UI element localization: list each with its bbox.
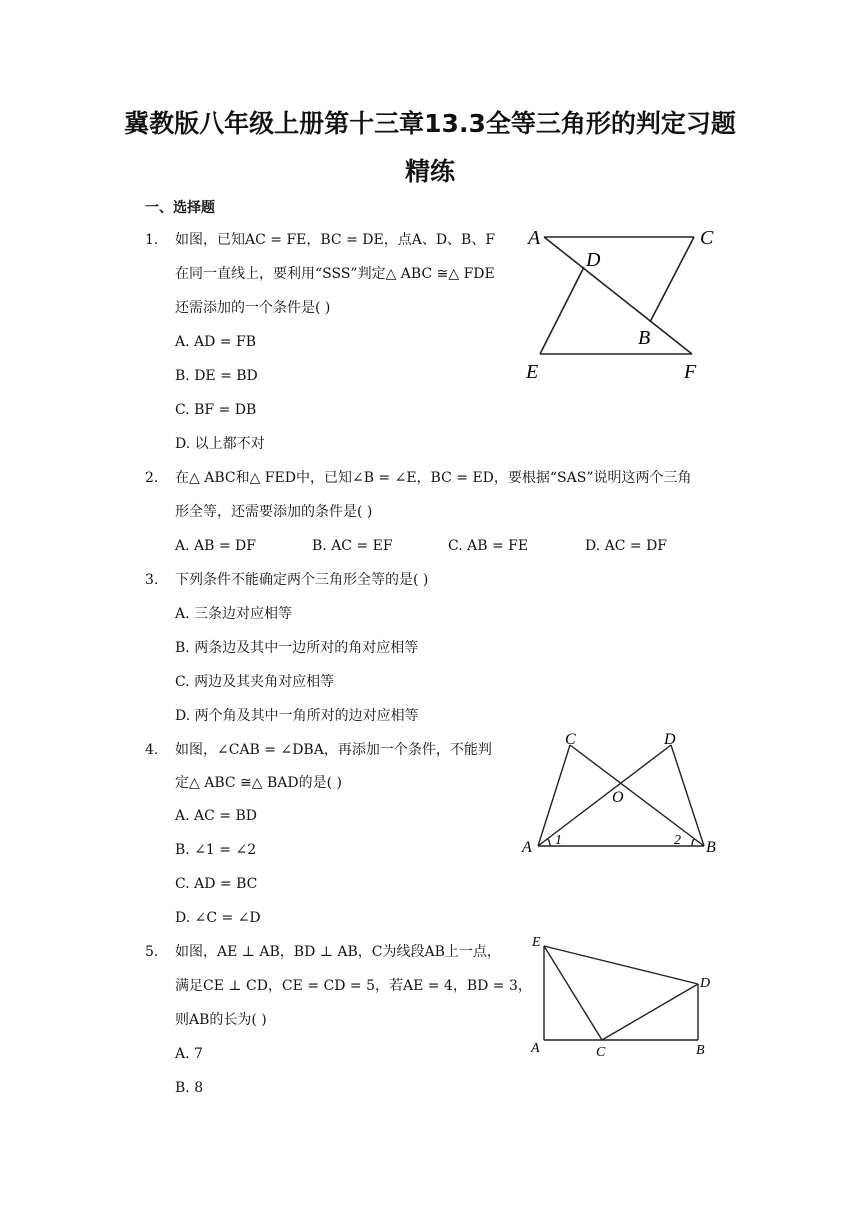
q1-label-d: D xyxy=(586,249,601,271)
question-2-number: 2. xyxy=(145,470,159,486)
question-2-line-2: 形全等，还需要添加的条件是( ) xyxy=(175,504,373,520)
question-1-option-b: B. DE = BD xyxy=(175,368,258,384)
question-4-figure xyxy=(518,728,728,860)
q1-label-e: E xyxy=(526,361,539,383)
q5-label-a: A xyxy=(531,1041,540,1056)
q4-label-angle-2: 2 xyxy=(674,833,681,848)
question-2-line-1: 在△ ABC和△ FED中，已知∠B = ∠E，BC = ED，要根据“SAS”说明这两个三角 xyxy=(175,470,692,486)
q1-label-b: B xyxy=(638,327,651,349)
question-1-figure xyxy=(520,222,730,387)
question-5-figure xyxy=(524,930,724,1062)
question-5-line-1: 如图，AE ⊥ AB，BD ⊥ AB，C为线段AB上一点， xyxy=(175,944,501,960)
q1-label-f: F xyxy=(684,361,697,383)
question-4-line-1: 如图，∠CAB = ∠DBA，再添加一个条件，不能判 xyxy=(175,742,492,758)
question-2-option-b: B. AC = EF xyxy=(312,538,393,554)
q1-label-c: C xyxy=(700,227,714,249)
q4-label-b: B xyxy=(706,839,716,856)
q5-label-e: E xyxy=(532,935,541,950)
q5-label-c: C xyxy=(596,1045,606,1060)
question-5-option-b: B. 8 xyxy=(175,1080,204,1096)
question-1-line-3: 还需添加的一个条件是( ) xyxy=(175,300,331,316)
question-1-line-2: 在同一直线上，要利用“SSS”判定△ ABC ≅△ FDE xyxy=(175,266,495,282)
question-1-line-1: 如图，已知AC = FE，BC = DE，点A、D、B、F xyxy=(175,232,496,248)
question-1-option-a: A. AD = FB xyxy=(175,334,256,350)
question-4-option-d: D. ∠C = ∠D xyxy=(175,910,261,926)
question-4-option-b: B. ∠1 = ∠2 xyxy=(175,842,257,858)
q5-label-b: B xyxy=(696,1043,705,1058)
question-3-option-b: B. 两条边及其中一边所对的角对应相等 xyxy=(175,640,419,656)
document-title-line1: 冀教版八年级上册第十三章13.3全等三角形的判定习题 xyxy=(124,109,736,138)
document-title-line2: 精练 xyxy=(404,157,455,186)
question-1-option-c: C. BF = DB xyxy=(175,402,257,418)
q1-label-a: A xyxy=(528,227,541,249)
q4-label-c: C xyxy=(565,731,576,748)
question-3-option-c: C. 两边及其夹角对应相等 xyxy=(175,674,335,690)
question-5-line-2: 满足CE ⊥ CD，CE = CD = 5，若AE = 4，BD = 3， xyxy=(175,978,532,994)
question-5-line-3: 则AB的长为( ) xyxy=(175,1012,267,1028)
question-1-option-d: D. 以上都不对 xyxy=(175,436,265,452)
question-4-option-c: C. AD = BC xyxy=(175,876,258,892)
question-3-line-1: 下列条件不能确定两个三角形全等的是( ) xyxy=(175,572,429,588)
question-2-option-a: A. AB = DF xyxy=(175,538,256,554)
question-3-option-a: A. 三条边对应相等 xyxy=(175,606,293,622)
question-5-number: 5. xyxy=(145,944,159,960)
question-1-number: 1. xyxy=(145,232,159,248)
question-4-line-2: 定△ ABC ≅△ BAD的是( ) xyxy=(175,775,342,791)
q5-label-d: D xyxy=(700,976,711,991)
question-2-option-c: C. AB = FE xyxy=(448,538,529,554)
q4-label-o: O xyxy=(612,789,624,806)
question-5-option-a: A. 7 xyxy=(175,1046,203,1062)
question-4-option-a: A. AC = BD xyxy=(175,808,257,824)
section-heading: 一、选择题 xyxy=(145,200,215,216)
q4-label-d: D xyxy=(664,731,676,748)
question-2-option-d: D. AC = DF xyxy=(585,538,668,554)
question-4-number: 4. xyxy=(145,742,159,758)
question-3-number: 3. xyxy=(145,572,159,588)
q4-label-a: A xyxy=(522,839,532,856)
q4-label-angle-1: 1 xyxy=(555,833,562,848)
question-3-option-d: D. 两个角及其中一角所对的边对应相等 xyxy=(175,708,419,724)
